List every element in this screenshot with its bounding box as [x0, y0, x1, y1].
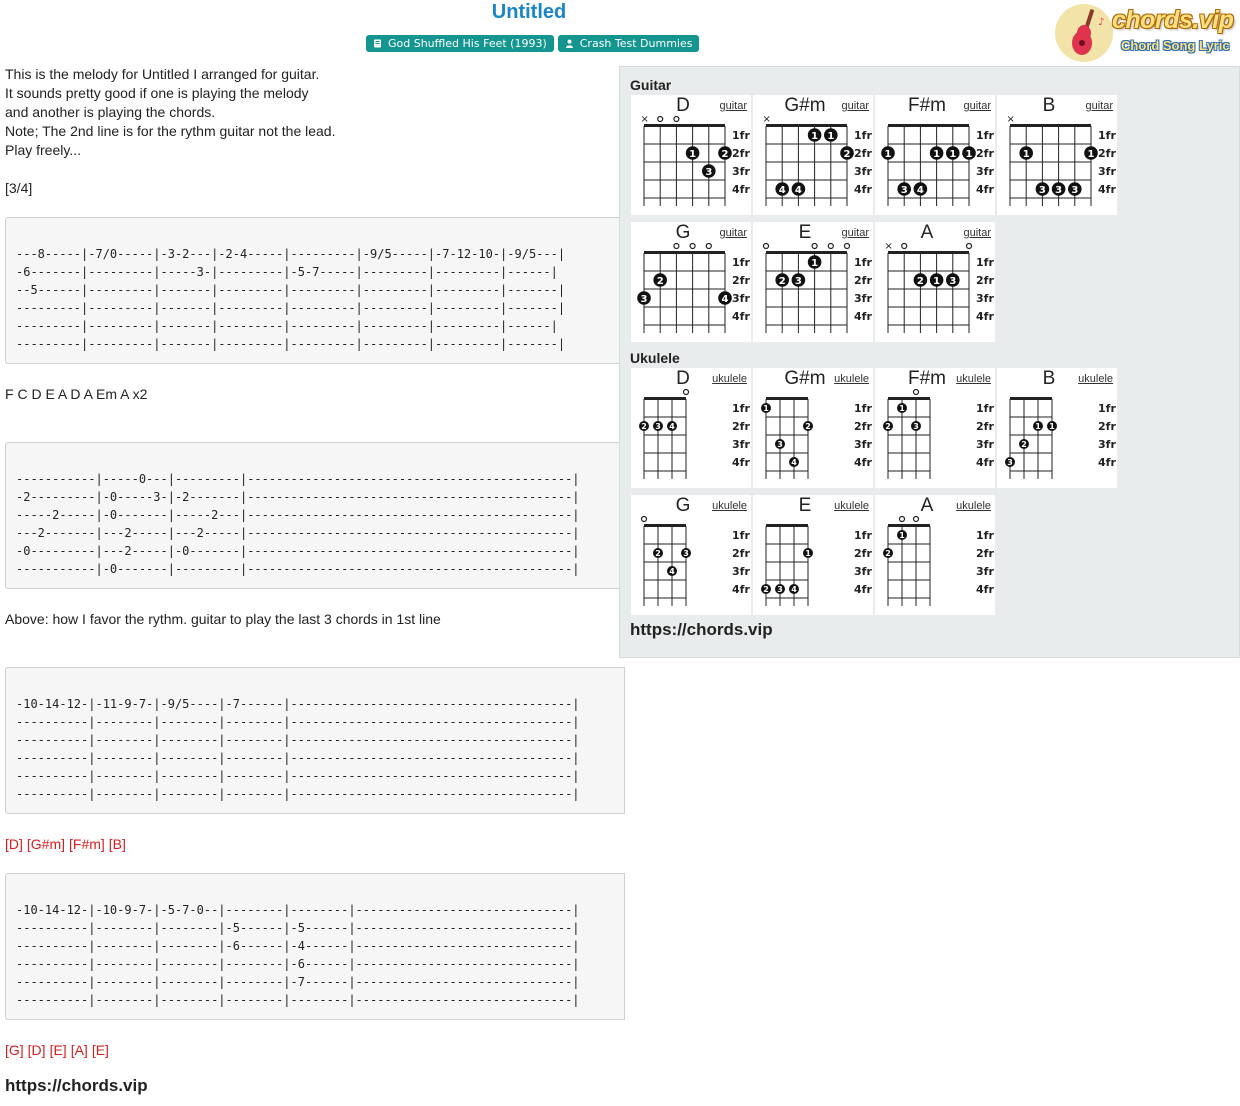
finger-dot — [914, 273, 928, 287]
svg-text:3: 3 — [777, 585, 783, 594]
svg-text:3: 3 — [655, 422, 661, 431]
chord-nut — [766, 397, 808, 400]
fret-label: 1fr — [854, 402, 872, 415]
svg-text:1: 1 — [689, 149, 697, 160]
finger-dot — [946, 146, 960, 160]
finger-dot — [1033, 421, 1043, 431]
chord-nut — [888, 524, 930, 527]
chord-link[interactable]: [G#m] — [26, 836, 66, 852]
svg-text:4: 4 — [794, 185, 802, 196]
svg-text:1: 1 — [933, 276, 941, 287]
muted-string-marker: × — [640, 114, 649, 125]
tab-text-2: -----------|-----0---|---------|---------------------------------------------| -2---------|-0-----3-|-2-------|---------------------------------------------| -----2-----|-0-------|-----2---|---------------------------------------------| ---2-------|---2-----|---2-----|---------------------------------------------| -0---------|---2-----|-0-------|---------------------------------------------| -----------|-0-------|---------|---------------------------------------------| — [16, 472, 580, 576]
ukulele-chord-card[interactable] — [997, 368, 1117, 488]
finger-dot — [946, 273, 960, 287]
svg-text:3: 3 — [640, 294, 648, 305]
tab-text-4: -10-14-12-|-10-9-7-|-5-7-0--|--------|--------|------------------------------| ----------|--------|--------|-5------|-5------|------------------------------| ----------|--------|--------|-6------|-4------|------------------------------| ----------|--------|--------|--------|-6------|------------------------------| ----------|--------|--------|--------|-7------|------------------------------| ----------|--------|--------|--------|--------|------------------------------| — [16, 903, 580, 1007]
fret-label: 4fr — [976, 456, 994, 469]
fret-label: 1fr — [854, 129, 872, 142]
chord-nut — [1010, 124, 1091, 127]
fret-label: 3fr — [732, 438, 750, 451]
finger-dot — [808, 255, 822, 269]
chord-diagram — [631, 495, 751, 615]
chord-name: D — [676, 95, 690, 116]
open-string-marker — [900, 517, 905, 522]
fret-label: 3fr — [732, 292, 750, 305]
svg-text:1: 1 — [811, 258, 819, 269]
svg-text:2: 2 — [641, 422, 647, 431]
chord-diagram — [997, 95, 1117, 215]
chord-nut — [888, 397, 930, 400]
instrument-link[interactable]: ukulele — [834, 500, 869, 512]
footer-site-url[interactable]: https://chords.vip — [5, 1076, 148, 1095]
svg-text:3: 3 — [683, 549, 689, 558]
chord-name: F#m — [908, 95, 946, 116]
tab-block-4 — [5, 873, 625, 1020]
fret-label: 2fr — [976, 420, 994, 433]
open-string-marker — [812, 244, 817, 249]
guitar-chord-card[interactable] — [631, 222, 751, 342]
chord-diagram — [631, 222, 751, 342]
user-icon — [565, 39, 574, 48]
svg-text:2: 2 — [655, 549, 661, 558]
finger-dot — [883, 548, 893, 558]
fret-label: 2fr — [854, 420, 872, 433]
finger-dot — [1052, 182, 1066, 196]
fret-label: 3fr — [854, 292, 872, 305]
open-string-marker — [764, 244, 769, 249]
chord-diagram — [753, 95, 873, 215]
instrument-link[interactable]: ukulele — [956, 500, 991, 512]
fret-label: 3fr — [854, 438, 872, 451]
finger-dot — [667, 421, 677, 431]
finger-dot — [653, 421, 663, 431]
fret-label: 1fr — [976, 129, 994, 142]
fret-label: 1fr — [854, 529, 872, 542]
fret-label: 3fr — [732, 565, 750, 578]
chord-nut — [888, 251, 969, 254]
chord-diagram — [753, 222, 873, 342]
svg-text:2: 2 — [656, 276, 664, 287]
finger-dot — [681, 548, 691, 558]
progression-line: F C D E A D A Em A x2 — [5, 386, 148, 402]
svg-text:1: 1 — [899, 531, 905, 540]
open-string-marker — [914, 390, 919, 395]
chord-nut — [888, 124, 969, 127]
fret-label: 3fr — [854, 165, 872, 178]
svg-text:3: 3 — [913, 422, 919, 431]
fret-label: 1fr — [1098, 129, 1116, 142]
fret-label: 2fr — [732, 274, 750, 287]
finger-dot — [789, 584, 799, 594]
finger-dot — [930, 273, 944, 287]
svg-text:4: 4 — [791, 585, 797, 594]
finger-dot — [653, 548, 663, 558]
fret-label: 3fr — [732, 165, 750, 178]
svg-text:2: 2 — [885, 549, 891, 558]
chord-name: B — [1042, 368, 1056, 389]
fret-label: 4fr — [854, 183, 872, 196]
svg-text:1: 1 — [811, 131, 819, 142]
album-badge-label: God Shuffled His Feet (1993) — [388, 37, 547, 50]
chord-nut — [766, 124, 847, 127]
instrument-link[interactable]: ukulele — [1078, 373, 1113, 385]
chord-nut — [644, 124, 725, 127]
svg-text:2: 2 — [843, 149, 851, 160]
finger-dot — [637, 291, 651, 305]
ukulele-chord-card[interactable] — [875, 368, 995, 488]
ukulele-logo-icon — [1054, 3, 1114, 63]
chord-line-2 — [5, 1042, 113, 1058]
tab-block-3 — [5, 667, 625, 814]
finger-dot — [883, 421, 893, 431]
finger-dot — [1019, 146, 1033, 160]
fret-label: 2fr — [854, 274, 872, 287]
finger-dot — [881, 146, 895, 160]
tab-text-3: -10-14-12-|-11-9-7-|-9/5----|-7------|---------------------------------------| ----------|--------|--------|--------|---------------------------------------| ----------|--------|--------|--------|---------------------------------------| ----------|--------|--------|--------|---------------------------------------| ----------|--------|--------|--------|---------------------------------------| ----------|--------|--------|--------|---------------------------------------| — [16, 697, 580, 801]
fret-label: 4fr — [732, 183, 750, 196]
fret-label: 1fr — [976, 402, 994, 415]
svg-text:3: 3 — [705, 167, 713, 178]
guitar-section-title: Guitar — [630, 77, 672, 93]
open-string-marker — [845, 244, 850, 249]
tab-block-1 — [5, 217, 625, 364]
fret-label: 4fr — [854, 310, 872, 323]
chord-diagram — [875, 368, 995, 488]
finger-dot — [718, 146, 732, 160]
finger-dot — [686, 146, 700, 160]
fret-label: 2fr — [976, 274, 994, 287]
guitar-chord-card[interactable] — [753, 222, 873, 342]
svg-text:3: 3 — [1055, 185, 1063, 196]
finger-dot — [792, 182, 806, 196]
finger-dot — [840, 146, 854, 160]
instrument-link[interactable]: guitar — [1085, 100, 1113, 112]
fret-label: 4fr — [732, 583, 750, 596]
fret-label: 3fr — [1098, 165, 1116, 178]
album-icon — [373, 39, 382, 48]
fret-label: 2fr — [854, 147, 872, 160]
svg-text:1: 1 — [965, 149, 973, 160]
chord-name: E — [798, 495, 812, 516]
svg-text:3: 3 — [900, 185, 908, 196]
chord-name: A — [920, 495, 934, 516]
svg-text:1: 1 — [1087, 149, 1095, 160]
instrument-link[interactable]: guitar — [963, 227, 991, 239]
ukulele-chord-card[interactable] — [631, 495, 751, 615]
chord-link[interactable]: [B] — [108, 836, 126, 852]
instrument-link[interactable]: guitar — [963, 100, 991, 112]
ukulele-chord-card[interactable] — [753, 368, 873, 488]
guitar-chord-card[interactable] — [997, 95, 1117, 215]
fret-label: 4fr — [732, 456, 750, 469]
finger-dot — [1047, 421, 1057, 431]
open-string-marker — [902, 244, 907, 249]
open-string-marker — [967, 244, 972, 249]
chord-link[interactable]: [G] — [5, 1042, 24, 1058]
svg-text:4: 4 — [669, 567, 675, 576]
svg-text:2: 2 — [721, 149, 729, 160]
chord-diagram — [631, 95, 751, 215]
artist-badge-label: Crash Test Dummies — [579, 37, 693, 50]
svg-text:2: 2 — [763, 585, 769, 594]
finger-dot — [1005, 457, 1015, 467]
sidebar-site-url[interactable]: https://chords.vip — [630, 620, 773, 639]
ukulele-chord-card[interactable] — [753, 495, 873, 615]
fret-label: 2fr — [1098, 147, 1116, 160]
chord-nut — [766, 524, 808, 527]
finger-dot — [1036, 182, 1050, 196]
instrument-link[interactable]: guitar — [841, 100, 869, 112]
chord-diagram — [753, 368, 873, 488]
finger-dot — [803, 421, 813, 431]
fret-label: 3fr — [854, 565, 872, 578]
instrument-link[interactable]: ukulele — [956, 373, 991, 385]
open-string-marker — [690, 244, 695, 249]
song-intro-text: This is the melody for Untitled I arranged for guitar. It sounds pretty good if one is playing the melody and another is playing the chords. Note; The 2nd line is for the rythm guitar not the lead. Play freely... [3/4] — [5, 66, 336, 196]
svg-text:1: 1 — [899, 404, 905, 413]
svg-text:1: 1 — [805, 549, 811, 558]
finger-dot — [897, 403, 907, 413]
finger-dot — [702, 164, 716, 178]
finger-dot — [914, 182, 928, 196]
open-string-marker — [914, 517, 919, 522]
rhythm-note: Above: how I favor the rythm. guitar to play the last 3 chords in 1st line — [5, 611, 441, 627]
fret-label: 1fr — [732, 402, 750, 415]
chord-diagram-panel — [619, 66, 1240, 658]
song-badges — [366, 35, 699, 52]
guitar-chord-card[interactable] — [875, 95, 995, 215]
logo-wordmark: chords.vip — [1112, 6, 1234, 34]
svg-text:4: 4 — [669, 422, 675, 431]
fret-label: 1fr — [732, 129, 750, 142]
fret-label: 2fr — [732, 547, 750, 560]
fret-label: 1fr — [732, 529, 750, 542]
chord-diagram — [997, 368, 1117, 488]
fret-label: 1fr — [854, 256, 872, 269]
finger-dot — [962, 146, 976, 160]
fret-label: 2fr — [1098, 420, 1116, 433]
chord-link[interactable]: [E] — [49, 1042, 67, 1058]
album-badge[interactable] — [366, 35, 554, 52]
fret-label: 2fr — [732, 147, 750, 160]
svg-text:3: 3 — [777, 440, 783, 449]
song-title: Untitled — [491, 1, 567, 23]
fret-label: 2fr — [854, 547, 872, 560]
fret-label: 4fr — [732, 310, 750, 323]
chord-link[interactable]: [D] — [5, 836, 23, 852]
finger-dot — [667, 566, 677, 576]
svg-text:♪: ♪ — [1098, 17, 1105, 28]
muted-string-marker: × — [1006, 114, 1015, 125]
fret-label: 3fr — [976, 565, 994, 578]
fret-label: 3fr — [976, 438, 994, 451]
fret-label: 3fr — [1098, 438, 1116, 451]
open-string-marker — [684, 390, 689, 395]
chord-diagram — [753, 495, 873, 615]
svg-text:1: 1 — [949, 149, 957, 160]
finger-dot — [803, 548, 813, 558]
chord-link[interactable]: [F#m] — [69, 836, 105, 852]
finger-dot — [897, 182, 911, 196]
finger-dot — [761, 403, 771, 413]
site-logo[interactable] — [1054, 3, 1238, 63]
chord-diagram — [875, 95, 995, 215]
chord-nut — [644, 251, 725, 254]
chord-name: D — [676, 368, 690, 389]
instrument-link[interactable]: ukulele — [712, 373, 747, 385]
finger-dot — [808, 128, 822, 142]
chord-diagram — [875, 222, 995, 342]
svg-text:2: 2 — [778, 276, 786, 287]
fret-label: 1fr — [976, 529, 994, 542]
guitar-chord-card[interactable] — [753, 95, 873, 215]
finger-dot — [897, 530, 907, 540]
chord-diagram — [875, 495, 995, 615]
chord-name: F#m — [908, 368, 946, 389]
svg-text:2: 2 — [916, 276, 924, 287]
svg-text:3: 3 — [1007, 458, 1013, 467]
finger-dot — [911, 421, 921, 431]
svg-text:2: 2 — [885, 422, 891, 431]
finger-dot — [1068, 182, 1082, 196]
open-string-marker — [674, 244, 679, 249]
chord-link[interactable]: [E] — [91, 1042, 109, 1058]
fret-label: 4fr — [1098, 183, 1116, 196]
chord-name: G — [675, 222, 691, 243]
logo-tagline: Chord Song Lyric — [1121, 38, 1230, 53]
fret-label: 1fr — [976, 256, 994, 269]
fret-label: 3fr — [976, 292, 994, 305]
chord-nut — [644, 397, 686, 400]
svg-text:3: 3 — [949, 276, 957, 287]
finger-dot — [789, 457, 799, 467]
fret-label: 2fr — [732, 420, 750, 433]
chord-name: B — [1042, 95, 1056, 116]
finger-dot — [930, 146, 944, 160]
open-string-marker — [828, 244, 833, 249]
finger-dot — [775, 584, 785, 594]
fret-label: 4fr — [976, 310, 994, 323]
finger-dot — [792, 273, 806, 287]
svg-text:1: 1 — [1049, 422, 1055, 431]
open-string-marker — [658, 117, 663, 122]
svg-text:1: 1 — [827, 131, 835, 142]
svg-text:4: 4 — [721, 294, 729, 305]
tab-block-2 — [5, 442, 625, 589]
muted-string-marker: × — [762, 114, 771, 125]
fret-label: 2fr — [976, 547, 994, 560]
finger-dot — [653, 273, 667, 287]
instrument-link[interactable]: guitar — [719, 100, 747, 112]
finger-dot — [761, 584, 771, 594]
svg-text:1: 1 — [1035, 422, 1041, 431]
artist-badge[interactable] — [558, 35, 700, 52]
instrument-link[interactable]: ukulele — [834, 373, 869, 385]
fret-label: 2fr — [976, 147, 994, 160]
svg-text:1: 1 — [933, 149, 941, 160]
fret-label: 1fr — [1098, 402, 1116, 415]
finger-dot — [718, 291, 732, 305]
fret-label: 4fr — [976, 583, 994, 596]
chord-link[interactable]: [D] — [27, 1042, 46, 1058]
chord-name: E — [798, 222, 812, 243]
open-string-marker — [674, 117, 679, 122]
fret-label: 1fr — [732, 256, 750, 269]
chord-name: G#m — [784, 368, 826, 389]
fret-label: 4fr — [976, 183, 994, 196]
svg-text:3: 3 — [1038, 185, 1046, 196]
guitar-chord-card[interactable] — [631, 95, 751, 215]
finger-dot — [775, 439, 785, 449]
ukulele-chord-card[interactable] — [631, 368, 751, 488]
tab-text-1: ---8-----|-7/0-----|-3-2---|-2-4-----|---------|-9/5-----|-7-12-10-|-9/5---| -6-------|---------|-----3-|---------|-5-7-----|---------|---------|------| --5------|---------|-------|---------|---------|---------|---------|-------| ---------|---------|-------|---------|---------|---------|---------|-------| ---------|---------|-------|---------|---------|---------|---------|------| ---------|---------|-------|---------|---------|---------|---------|-------| — [16, 247, 566, 351]
guitar-chord-card[interactable] — [875, 222, 995, 342]
svg-text:1: 1 — [763, 404, 769, 413]
svg-text:1: 1 — [1022, 149, 1030, 160]
chord-link[interactable]: [A] — [70, 1042, 88, 1058]
finger-dot — [775, 182, 789, 196]
finger-dot — [824, 128, 838, 142]
ukulele-section-title: Ukulele — [630, 350, 680, 366]
chord-name: G#m — [784, 95, 826, 116]
instrument-link[interactable]: ukulele — [712, 500, 747, 512]
ukulele-chord-card[interactable] — [875, 495, 995, 615]
finger-dot — [775, 273, 789, 287]
fret-label: 4fr — [1098, 456, 1116, 469]
instrument-link[interactable]: guitar — [719, 227, 747, 239]
instrument-link[interactable]: guitar — [841, 227, 869, 239]
muted-string-marker: × — [884, 241, 893, 252]
fret-label: 4fr — [854, 456, 872, 469]
svg-text:3: 3 — [1071, 185, 1079, 196]
svg-text:4: 4 — [791, 458, 797, 467]
finger-dot — [1084, 146, 1098, 160]
svg-text:2: 2 — [1021, 440, 1027, 449]
svg-text:4: 4 — [778, 185, 786, 196]
fret-label: 4fr — [854, 583, 872, 596]
svg-text:4: 4 — [916, 185, 924, 196]
chord-nut — [644, 524, 686, 527]
open-string-marker — [642, 517, 647, 522]
chord-nut — [1010, 397, 1052, 400]
chord-nut — [766, 251, 847, 254]
svg-text:3: 3 — [794, 276, 802, 287]
svg-text:1: 1 — [884, 149, 892, 160]
svg-text:2: 2 — [805, 422, 811, 431]
chord-line-1 — [5, 836, 130, 852]
fret-label: 3fr — [976, 165, 994, 178]
finger-dot — [639, 421, 649, 431]
chord-diagram — [631, 368, 751, 488]
open-string-marker — [706, 244, 711, 249]
chord-name: G — [675, 495, 691, 516]
chord-name: A — [920, 222, 934, 243]
finger-dot — [1019, 439, 1029, 449]
